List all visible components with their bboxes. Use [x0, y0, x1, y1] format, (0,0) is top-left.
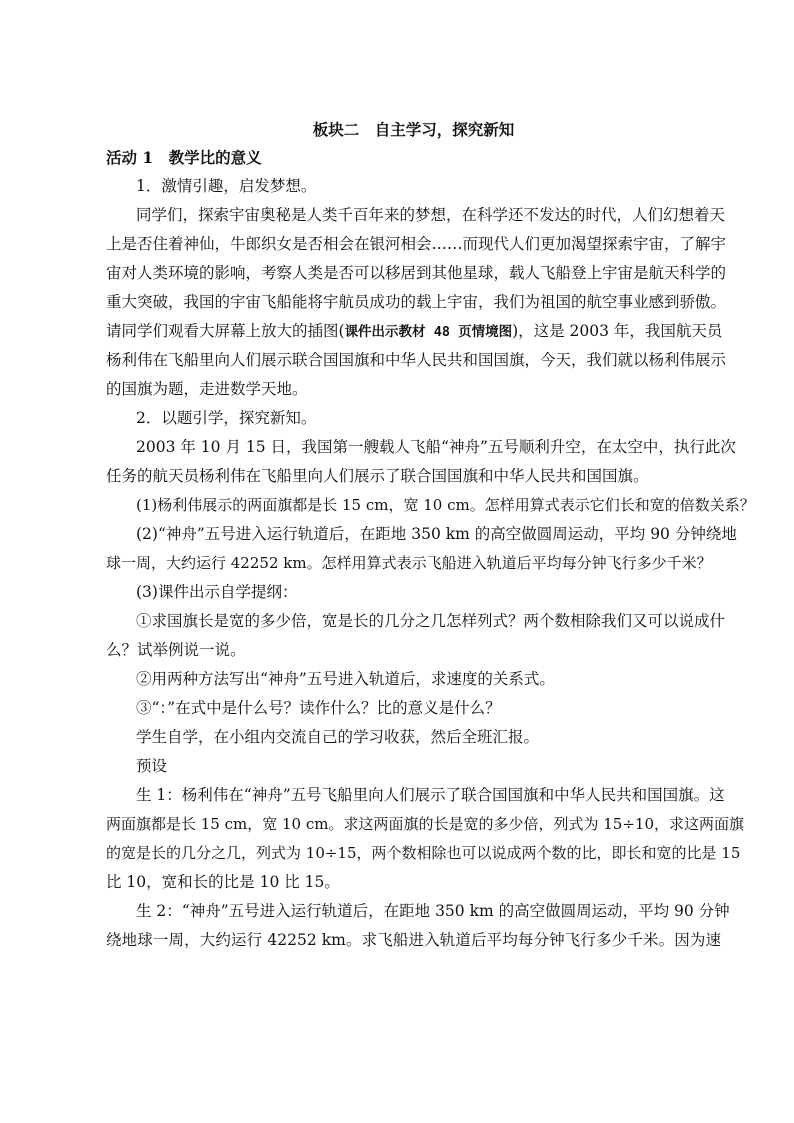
activity-title: 活动 1 教学比的意义 — [106, 148, 262, 167]
section-heading: 板块二 自主学习，探究新知 — [312, 120, 515, 139]
paragraph-line: ②用两种方法写出“神舟”五号进入轨道后，求速度的关系式。 — [136, 670, 555, 688]
paragraph-line: 2．以题引学，探究新知。 — [136, 409, 317, 427]
paragraph-text: 请同学们观看大屏幕上放大的插图( — [106, 322, 345, 340]
paragraph-line: (1)杨利伟展示的两面旗都是长 15 cm，宽 10 cm。怎样用算式表示它们长和宽的倍数关系？ — [136, 496, 755, 514]
paragraph-line: 同学们，探索宇宙奥秘是人类千百年来的梦想，在科学还不发达的时代，人们幻想着天 — [136, 206, 726, 224]
paragraph-line: 球一周，大约运行 42252 km。怎样用算式表示飞船进入轨道后平均每分钟飞行多少千米？ — [106, 554, 712, 572]
document-body — [106, 117, 755, 955]
paragraph-line: 比 10，宽和长的比是 10 比 15。 — [106, 873, 340, 891]
paragraph-line: 么？试举例说一说。 — [106, 641, 246, 659]
paragraph-line: 1．激情引趣，启发梦想。 — [136, 177, 317, 195]
paragraph-line: 两面旗都是长 15 cm，宽 10 cm。求这两面旗的长是宽的多少倍，列式为 15÷10，求这两面旗 — [106, 815, 745, 833]
paragraph-line: 绕地球一周，大约运行 42252 km。求飞船进入轨道后平均每分钟飞行多少千米。因为速 — [106, 931, 721, 949]
paragraph-line: 生 2：“神舟”五号进入运行轨道后，在距地 350 km 的高空做圆周运动，平均 90 分钟 — [136, 902, 730, 920]
paragraph-text: )，这是 2003 年，我国航天员 — [512, 322, 723, 340]
paragraph-line: ③“：”在式中是什么号？读作什么？比的意义是什么？ — [136, 699, 501, 717]
paragraph-line: (2)“神舟”五号进入运行轨道后，在距地 350 km 的高空做圆周运动，平均 90 分钟绕地 — [136, 525, 737, 543]
paragraph-line: 任务的航天员杨利伟在飞船里向人们展示了联合国国旗和中华人民共和国国旗。 — [106, 467, 649, 485]
paragraph-line: 生 1：杨利伟在“神舟”五号飞船里向人们展示了联合国国旗和中华人民共和国国旗。这 — [136, 786, 725, 804]
paragraph-line: 杨利伟在飞船里向人们展示联合国国旗和中华人民共和国国旗，今天，我们就以杨利伟展示 — [106, 351, 727, 369]
paragraph-line: 的国旗为题，走进数学天地。 — [106, 380, 308, 398]
paragraph-line: 预设 — [136, 757, 168, 775]
paragraph-line: (3)课件出示自学提纲： — [136, 583, 298, 601]
paragraph-line: 宙对人类环境的影响，考察人类是否可以移居到其他星球，载人飞船登上宇宙是航天科学的 — [106, 264, 727, 282]
paragraph-line: 学生自学，在小组内交流自己的学习收获，然后全班汇报。 — [136, 728, 540, 746]
paragraph-line-with-note — [106, 317, 721, 346]
paragraph-line: ①求国旗长是宽的多少倍，宽是长的几分之几怎样列式？两个数相除我们又可以说成什 — [136, 612, 726, 630]
paragraph-line: 重大突破，我国的宇宙飞船能将宇航员成功的载上宇宙，我们为祖国的航空事业感到骄傲。 — [106, 293, 727, 311]
paragraph-line: 2003 年 10 月 15 日，我国第一艘载人飞船“神舟”五号顺利升空，在太空中，执行此次 — [136, 438, 736, 456]
paragraph-line: 上是否住着神仙，牛郎织女是否相会在银河相会……而现代人们更加渴望探索宇宙，了解宇 — [106, 235, 727, 253]
courseware-note: 课件出示教材 48 页情境图 — [344, 324, 513, 340]
paragraph-line: 的宽是长的几分之几，列式为 10÷15，两个数相除也可以说成两个数的比，即长和宽的比是 15 — [106, 844, 741, 862]
